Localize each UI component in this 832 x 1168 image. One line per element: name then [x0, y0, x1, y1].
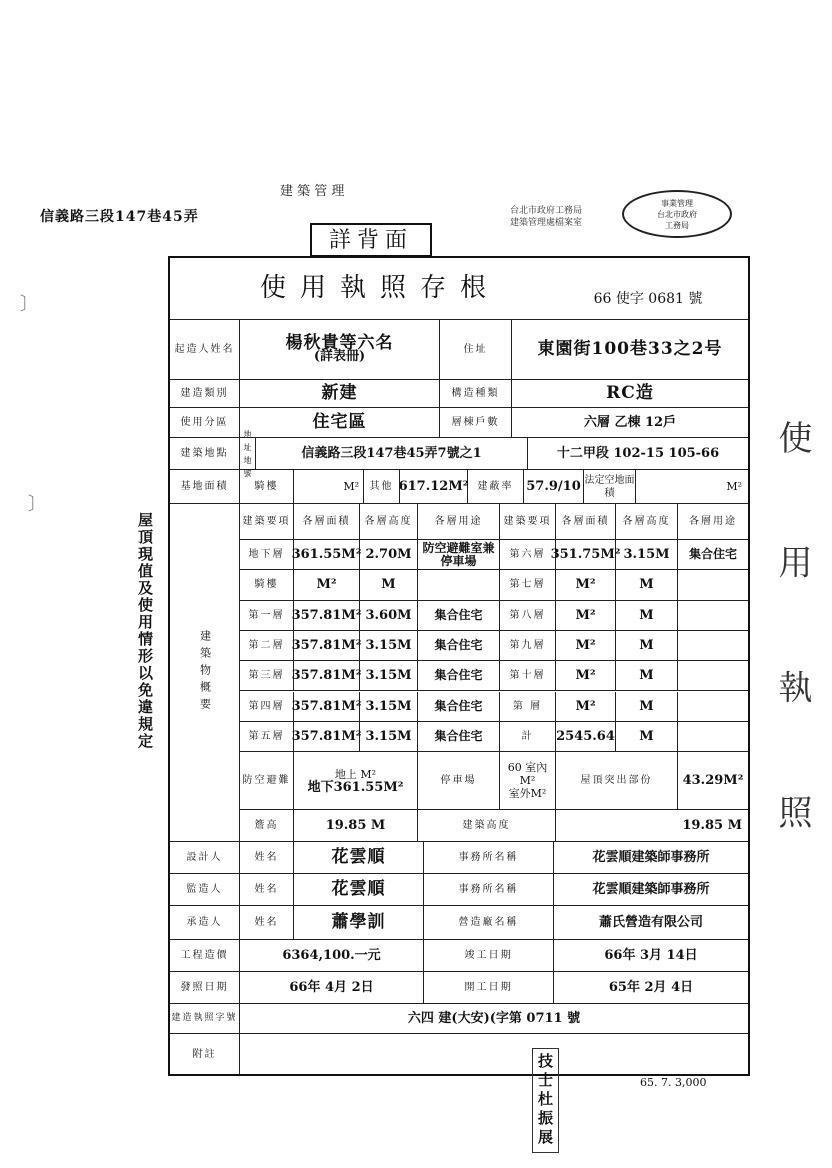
- other-value: 617.12M²: [400, 470, 468, 503]
- parking-values: [500, 752, 556, 809]
- site-address: 信義路三段147巷45弄7號之1: [256, 438, 528, 469]
- edge-mark: 〕: [28, 494, 46, 515]
- contractor-company-label: 營造廠名稱: [424, 906, 554, 939]
- floor-cell: [678, 661, 748, 690]
- floor-cell: 3.60M: [360, 601, 418, 630]
- floor-cell: 第三層: [240, 661, 294, 690]
- floor-cell: 351.75M²: [556, 540, 616, 569]
- cost-label: 工程造價: [170, 940, 240, 971]
- floor-cell: 集合住宅: [688, 547, 737, 562]
- edge-mark: 〕: [20, 294, 38, 315]
- applicant-name: 楊秋貴等六名: [285, 332, 394, 353]
- designer-office: 花雲順建築師事務所: [592, 850, 710, 865]
- floor-cell: 計: [500, 722, 556, 751]
- zoning-label: 使用分區: [170, 408, 240, 437]
- floor-cell: [678, 601, 748, 630]
- building-height-label: 建築高度: [418, 810, 556, 841]
- col-header: 各層用途: [689, 516, 737, 527]
- oval-stamp: [622, 190, 732, 238]
- shelter-label: 防空避難: [240, 752, 294, 809]
- header-office-line: 台北市政府工務局: [510, 206, 583, 216]
- remarks-label: 附註: [170, 1034, 240, 1074]
- floor-cell: 第四層: [240, 692, 294, 721]
- floor-cell: 第七層: [500, 570, 556, 599]
- floor-cell: M²: [556, 631, 616, 660]
- zoning-value: 住宅區: [240, 408, 440, 437]
- structure-label: 構造種類: [440, 380, 512, 407]
- contractor-company: 蕭氏營造有限公司: [598, 915, 703, 930]
- floor-cell: 3.15M: [616, 540, 678, 569]
- floor-row: [240, 601, 748, 631]
- floor-row: [240, 540, 748, 570]
- category-value: 新建: [240, 380, 440, 407]
- contractor-name-label: 姓名: [240, 906, 294, 939]
- site-row: [170, 429, 748, 478]
- right-edge-stamp: 使 用 執 照: [772, 420, 812, 869]
- issue-label: 發照日期: [170, 972, 240, 1003]
- title-row: [170, 258, 748, 320]
- col-header: 各層高度: [616, 504, 678, 539]
- designer-name: 花雲順: [294, 842, 424, 873]
- floor-cell: 357.81M²: [294, 631, 360, 660]
- stamp-top: 建 築 管 理: [280, 184, 345, 199]
- remarks-row: [170, 1034, 748, 1074]
- completion-date: 66年 3月 14日: [604, 948, 698, 963]
- supervisor-name-label: 姓名: [240, 874, 294, 905]
- arcade-unit: M²: [294, 470, 364, 503]
- oval-stamp-line: 工務局: [665, 221, 689, 230]
- floors-label: 層棟戶數: [440, 408, 512, 437]
- supervisor-office-label: 事務所名稱: [424, 874, 554, 905]
- shelter-above: 地上 M²: [334, 767, 377, 781]
- floor-cell: 3.15M: [360, 661, 418, 690]
- completion-label: 竣工日期: [424, 940, 554, 971]
- floor-cell: 3.15M: [360, 692, 418, 721]
- floor-cell: M: [616, 722, 678, 751]
- structure-value: RC造: [606, 383, 654, 403]
- floor-cell: [678, 692, 748, 721]
- roof-value: 43.29M²: [682, 773, 744, 788]
- col-header: 建築要項: [240, 504, 294, 539]
- floor-cell: M²: [556, 601, 616, 630]
- floor-cell: 第十層: [500, 661, 556, 690]
- floor-cell: 集合住宅: [418, 722, 500, 751]
- floor-cell: M²: [556, 570, 616, 599]
- col-header: 建築要項: [500, 504, 556, 539]
- floor-cell: 第一層: [240, 601, 294, 630]
- floor-cell: 第二層: [240, 631, 294, 660]
- floor-table-header: [240, 504, 748, 540]
- floor-cell: [678, 631, 748, 660]
- col-header: 各層用途: [418, 504, 500, 539]
- floor-cell: 集合住宅: [418, 661, 500, 690]
- floor-cell: M: [616, 601, 678, 630]
- supervisor-row: [170, 874, 748, 906]
- floor-cell: 3.15M: [360, 722, 418, 751]
- eave-label: 簷高: [240, 810, 294, 841]
- roof-label: 屋頂突出部份: [556, 752, 678, 809]
- supervisor-name: 花雲順: [294, 874, 424, 905]
- issue-row: [170, 972, 748, 1004]
- floor-cell: M: [616, 692, 678, 721]
- building-summary-label: 建築物概要: [170, 504, 240, 842]
- start-label: 開工日期: [424, 972, 554, 1003]
- floor-row: [240, 661, 748, 691]
- site-label: 建築地點: [170, 438, 240, 469]
- designer-name-label: 姓名: [240, 842, 294, 873]
- area-label: 基地面積: [170, 470, 240, 503]
- print-number: 65. 7. 3,000: [640, 1076, 707, 1089]
- floor-cell: [678, 722, 748, 751]
- address-label: 住址: [440, 320, 512, 379]
- shelter-row: [240, 752, 748, 810]
- arcade-label: 騎樓: [240, 470, 294, 503]
- permit-ref-row: [170, 1004, 748, 1034]
- floor-cell: 第五層: [240, 722, 294, 751]
- parking-label: 停車場: [418, 752, 500, 809]
- issue-date: 66年 4月 2日: [240, 972, 424, 1003]
- floor-cell: 第 層: [500, 692, 556, 721]
- coverage-value: 57.9/10: [524, 470, 584, 503]
- applicant-sub: (詳表冊): [313, 348, 366, 364]
- floor-cell: M: [360, 570, 418, 599]
- floor-cell: M: [616, 661, 678, 690]
- contractor-label: 承造人: [170, 906, 240, 939]
- shelter-values: [294, 752, 418, 809]
- site-sublabel: 地址 地號: [240, 438, 256, 469]
- floor-row: [240, 631, 748, 661]
- floor-cell: 集合住宅: [418, 692, 500, 721]
- oval-stamp-line: 台北市政府: [657, 210, 697, 219]
- contractor-row: [170, 906, 748, 940]
- floor-cell: 2545.64: [556, 722, 616, 751]
- floor-cell: 3.15M: [360, 631, 418, 660]
- designer-office-label: 事務所名稱: [424, 842, 554, 873]
- designer-label: 設計人: [170, 842, 240, 873]
- designer-row: [170, 842, 748, 874]
- coverage-label: 建蔽率: [468, 470, 524, 503]
- oval-stamp-line: 事業管理: [661, 199, 693, 208]
- col-header: 各層高度: [360, 504, 418, 539]
- floor-cell: M: [616, 631, 678, 660]
- floor-row: [240, 692, 748, 722]
- floor-cell: 2.70M: [360, 540, 418, 569]
- height-row: [240, 810, 748, 842]
- inspector-stamp: 技士杜振展: [532, 1048, 559, 1153]
- header-office-line: 建築管理處檔案室: [510, 218, 583, 228]
- contractor-name: 蕭學訓: [294, 906, 424, 939]
- supervisor-label: 監造人: [170, 874, 240, 905]
- floor-cell: M: [616, 570, 678, 599]
- header-address: 信義路三段147巷45弄: [40, 209, 199, 225]
- zoning-row: [170, 408, 748, 438]
- category-row: [170, 380, 748, 408]
- open-space-unit: M²: [726, 480, 742, 493]
- floor-cell: 357.81M²: [294, 722, 360, 751]
- permit-ref-value: 六四 建(大安)(字第 0711 號: [407, 1011, 581, 1026]
- floor-cell: 357.81M²: [294, 692, 360, 721]
- other-label: 其他: [364, 470, 400, 503]
- floor-cell: 357.81M²: [294, 601, 360, 630]
- floor-cell: 第六層: [500, 540, 556, 569]
- applicant-row: [170, 320, 748, 380]
- floor-cell: [418, 570, 500, 599]
- floor-cell: 集合住宅: [418, 601, 500, 630]
- cost-value: 6364,100.一元: [240, 940, 424, 971]
- permit-ref-label: 建造執照字號: [170, 1004, 240, 1033]
- cost-row: [170, 940, 748, 972]
- form-title: 使用執照存根: [259, 273, 500, 303]
- category-label: 建造類別: [170, 380, 240, 407]
- floor-cell: 防空避難室兼停車場: [418, 540, 500, 569]
- side-note: 屋頂現值及使用情形以免違規定: [136, 512, 154, 750]
- applicant-cell: [240, 320, 440, 379]
- area-row: [170, 470, 748, 504]
- floor-cell: 集合住宅: [418, 631, 500, 660]
- shelter-below: 地下361.55M²: [307, 779, 404, 795]
- parking-indoor: 60 室內M²: [507, 761, 548, 787]
- header-office: [510, 205, 582, 229]
- floor-cell: 第九層: [500, 631, 556, 660]
- permit-number: 66 使字 0681 號: [593, 290, 703, 307]
- floor-row: [240, 722, 748, 752]
- floor-cell: M²: [556, 661, 616, 690]
- floor-cell: [678, 570, 748, 599]
- col-header: 各層面積: [294, 504, 360, 539]
- see-back-label: 詳背面: [310, 223, 432, 257]
- applicant-label: 起造人姓名: [170, 320, 240, 379]
- eave-value: 19.85 M: [294, 810, 418, 841]
- site-parcel: 十二甲段 102-15 105-66: [556, 446, 720, 461]
- floor-cell: M²: [556, 692, 616, 721]
- permit-form: [168, 256, 750, 1076]
- floors-value: 六層 乙棟 12戶: [583, 415, 677, 430]
- open-space-label: 法定空地面積: [584, 470, 636, 503]
- floor-cell: M²: [294, 570, 360, 599]
- floor-cell: 騎樓: [240, 570, 294, 599]
- applicant-address: 東園街100巷33之2号: [537, 339, 723, 359]
- floor-cell: 地下層: [240, 540, 294, 569]
- floor-cell: 357.81M²: [294, 661, 360, 690]
- supervisor-office: 花雲順建築師事務所: [592, 882, 710, 897]
- floor-row: [240, 570, 748, 600]
- start-date: 65年 2月 4日: [608, 980, 694, 995]
- floor-cell: 361.55M²: [294, 540, 360, 569]
- floor-cell: 第八層: [500, 601, 556, 630]
- parking-outdoor: 室外M²: [508, 787, 547, 800]
- building-height-value: 19.85 M: [682, 818, 742, 833]
- col-header: 各層面積: [556, 504, 616, 539]
